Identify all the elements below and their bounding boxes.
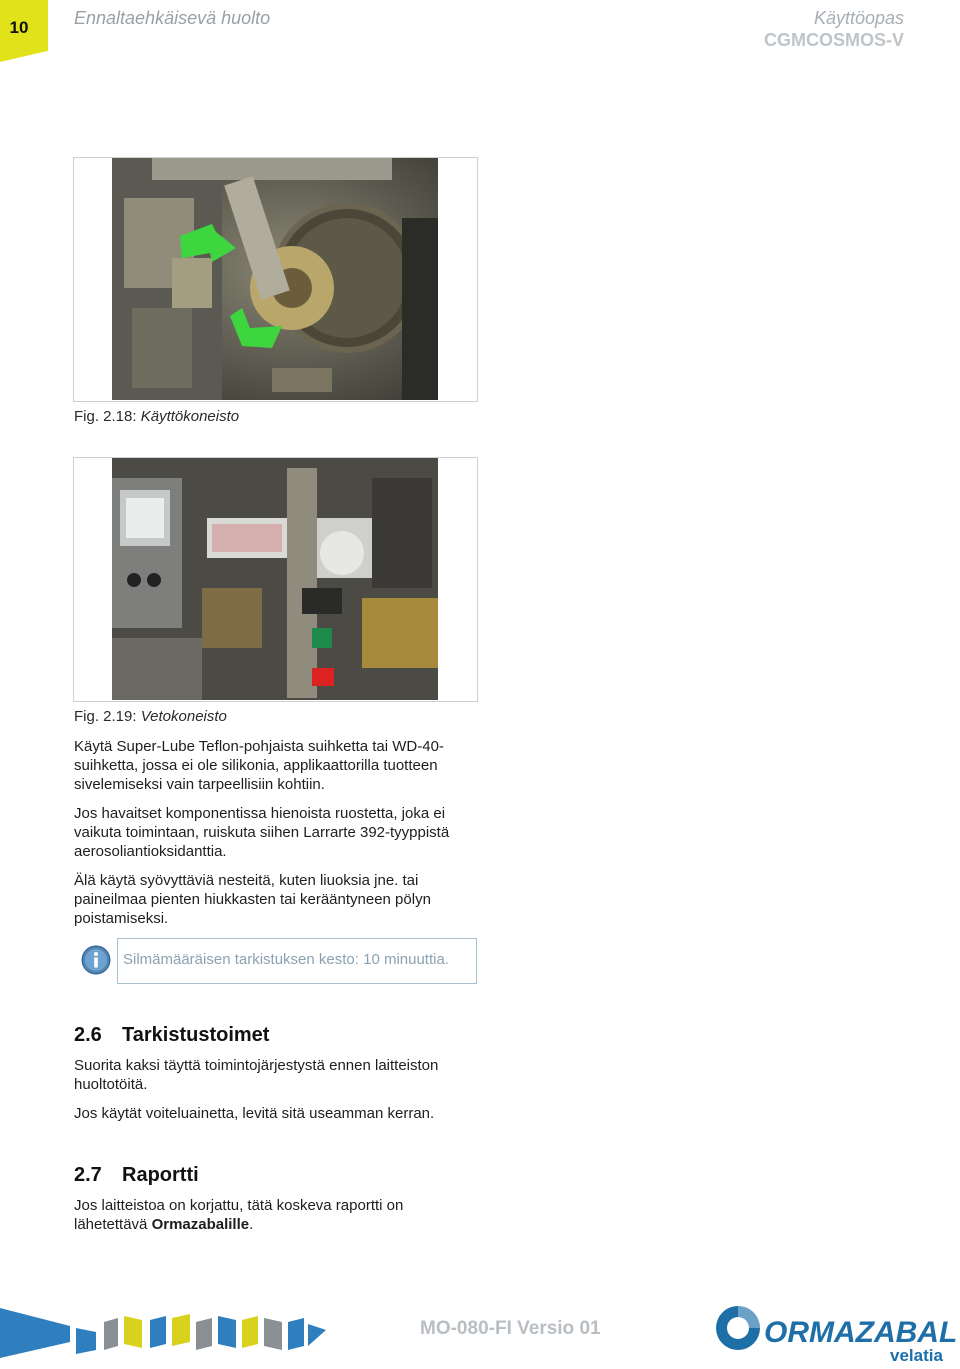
paragraph-lubrication: Jos käytät voiteluainetta, levitä sitä useamman kerran. <box>74 1105 435 1122</box>
figure-2-18-caption <box>74 408 239 425</box>
company-name: Ormazabalille <box>151 1216 250 1233</box>
info-icon <box>81 945 111 975</box>
figure-2-19-caption <box>74 708 227 725</box>
figure-title: Vetokoneisto <box>140 708 227 725</box>
paragraph-rust: Jos havaitset komponentissa hienoista ruostetta, joka ei vaikuta toimintaan, ruiskuta siihen Larrarte 392-tyyppistä aerosoliantioksidanttia. <box>74 805 450 860</box>
figure-title: Käyttökoneisto <box>140 408 240 425</box>
header-manual-title: Käyttöopas <box>813 8 904 28</box>
footer-decorative-strip <box>0 1298 330 1358</box>
footer-document-id: MO-080-FI Versio 01 <box>420 1318 601 1339</box>
header-section-title: Ennaltaehkäisevä huolto <box>74 8 271 28</box>
figure-2-19-photo <box>112 458 438 700</box>
mechanism-photo <box>112 158 438 400</box>
ormazabal-logo <box>714 1300 960 1364</box>
report-period: . <box>249 1216 254 1233</box>
figure-2-18-photo <box>112 158 438 400</box>
paragraph-report <box>74 1196 434 1234</box>
section-number: 2.7 <box>74 1164 102 1186</box>
paragraph-checks: Suorita kaksi täyttä toimintojärjestystä ennen laitteiston huoltotöitä. <box>74 1057 439 1093</box>
logo-sub-text: velatia <box>890 1346 943 1364</box>
info-text: Silmämääräisen tarkistuksen kesto: 10 minuuttia. <box>123 951 449 968</box>
figure-label: Fig. 2.18: <box>74 408 137 425</box>
section-number: 2.6 <box>74 1024 102 1046</box>
figure-label: Fig. 2.19: <box>74 708 137 725</box>
paragraph-lubricant: Käytä Super-Lube Teflon-pohjaista suihketta tai WD-40-suihketta, jossa ei ole silikonia, applikaattorilla tuotteen sivelemiseksi vain tarpeellisiin kohtiin. <box>74 738 444 793</box>
section-title: Tarkistustoimet <box>122 1024 270 1046</box>
report-text: Jos laitteistoa on korjattu, tätä koskeva raportti on lähetettävä <box>74 1197 404 1233</box>
page-number: 10 <box>9 18 29 37</box>
logo-main-text: ORMAZABAL <box>764 1316 958 1349</box>
section-heading-2-6 <box>74 1024 269 1047</box>
drive-mechanism-photo <box>112 458 438 700</box>
section-title: Raportti <box>122 1164 199 1186</box>
paragraph-caution: Älä käytä syövyttäviä nesteitä, kuten liuoksia jne. tai paineilmaa pienten hiukkasten tai kerääntyneen pölyn poistamiseksi. <box>74 872 431 927</box>
header-product-name: CGMCOSMOS-V <box>763 30 904 50</box>
section-heading-2-7 <box>74 1164 199 1187</box>
